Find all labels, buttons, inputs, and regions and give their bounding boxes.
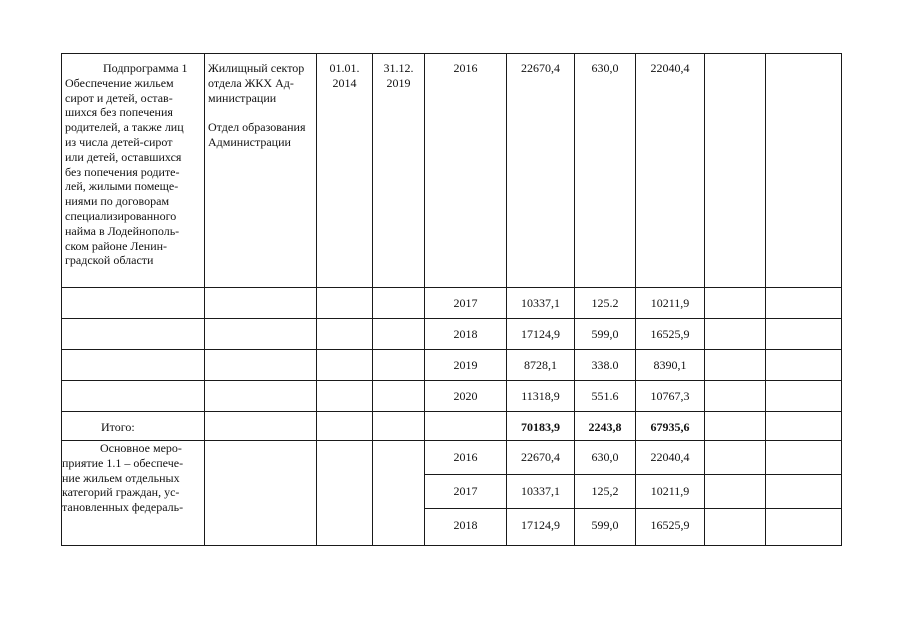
- empty-cell: [705, 54, 766, 288]
- empty-cell: [205, 412, 317, 441]
- itogo-label: Итого:: [101, 420, 135, 434]
- regional-cell: 22040,4: [636, 54, 705, 288]
- year-cell: 2016: [425, 441, 507, 475]
- year-cell: 2019: [425, 350, 507, 381]
- desc-line: сирот и детей, остав-: [65, 90, 173, 105]
- regional-cell: 8390,1: [636, 350, 705, 381]
- empty-cell: [705, 381, 766, 412]
- year-cell: 2018: [425, 319, 507, 350]
- empty-cell: [373, 350, 425, 381]
- empty-cell: [705, 441, 766, 475]
- federal-cell: 630,0: [575, 441, 636, 475]
- table-row-subprogram-2019: [62, 350, 842, 381]
- desc-line: родителей, а также лиц: [65, 120, 184, 135]
- regional-cell: 10211,9: [636, 475, 705, 509]
- federal-cell: 338.0: [575, 350, 636, 381]
- table-row-itogo: [62, 412, 842, 441]
- empty-cell: [766, 475, 842, 509]
- empty-cell: [766, 441, 842, 475]
- end-date-cell: [373, 54, 425, 288]
- executor-line: Жилищный сектор: [208, 61, 305, 75]
- desc-line: или детей, оставшихся: [65, 149, 182, 164]
- total-cell: 17124,9: [507, 319, 575, 350]
- empty-cell: [705, 509, 766, 546]
- desc-line: найма в Лодейнополь-: [65, 223, 180, 238]
- empty-cell: [205, 350, 317, 381]
- empty-cell: [705, 412, 766, 441]
- executor-line: министрации: [208, 90, 277, 105]
- desc-line: шихся без попечения: [65, 105, 173, 120]
- executor-line: отдела ЖКХ Ад-: [208, 75, 294, 90]
- subprogram-description-cell: [62, 54, 205, 288]
- empty-cell: [373, 288, 425, 319]
- itogo-total-cell: 70183,9: [507, 412, 575, 441]
- empty-cell: [705, 350, 766, 381]
- desc-line: Обеспечение жильем: [65, 75, 174, 90]
- federal-cell: 551.6: [575, 381, 636, 412]
- regional-cell: 16525,9: [636, 319, 705, 350]
- desc-line: ниями по договорам: [65, 194, 170, 209]
- empty-cell: [373, 441, 425, 546]
- year-cell: 2018: [425, 509, 507, 546]
- empty-cell: [705, 288, 766, 319]
- desc-line: без попечения родите-: [65, 164, 180, 179]
- federal-cell: 125.2: [575, 288, 636, 319]
- total-cell: 11318,9: [507, 381, 575, 412]
- executor-line: Администрации: [208, 135, 291, 150]
- federal-cell: 599,0: [575, 509, 636, 546]
- total-cell: 22670,4: [507, 54, 575, 288]
- regional-cell: 16525,9: [636, 509, 705, 546]
- empty-cell: [205, 288, 317, 319]
- measure-desc-line: категорий граждан, ус-: [62, 485, 180, 500]
- desc-line: ском районе Ленин-: [65, 238, 168, 253]
- end-date-year: 2019: [386, 75, 411, 90]
- total-cell: 17124,9: [507, 509, 575, 546]
- federal-cell: 630,0: [575, 54, 636, 288]
- empty-cell: [317, 319, 373, 350]
- itogo-regional-cell: 67935,6: [636, 412, 705, 441]
- empty-cell: [62, 350, 205, 381]
- regional-cell: 22040,4: [636, 441, 705, 475]
- measure-desc-line: тановленных федераль-: [62, 500, 184, 515]
- desc-line: градской области: [65, 253, 154, 268]
- year-cell: 2017: [425, 475, 507, 509]
- start-date-day: 01.01.: [329, 61, 360, 75]
- year-cell: 2016: [425, 54, 507, 288]
- empty-cell: [205, 319, 317, 350]
- empty-cell: [766, 288, 842, 319]
- regional-cell: 10211,9: [636, 288, 705, 319]
- federal-cell: 125,2: [575, 475, 636, 509]
- empty-cell: [317, 350, 373, 381]
- table-row-subprogram-2017: [62, 288, 842, 319]
- desc-line: Подпрограмма 1: [103, 61, 188, 75]
- itogo-label-cell: [62, 412, 205, 441]
- empty-cell: [205, 381, 317, 412]
- measure-desc-line: Основное меро-: [100, 441, 182, 455]
- desc-line: лей, жилыми помеще-: [65, 179, 179, 194]
- year-cell: 2020: [425, 381, 507, 412]
- end-date-day: 31.12.: [383, 61, 414, 75]
- empty-cell: [317, 381, 373, 412]
- table-row-subprogram-2020: [62, 381, 842, 412]
- start-date-cell: [317, 54, 373, 288]
- total-cell: 8728,1: [507, 350, 575, 381]
- empty-cell: [317, 412, 373, 441]
- table-row-subprogram-2018: [62, 319, 842, 350]
- measure-desc-line: ние жильем отдельных: [62, 470, 180, 485]
- measure-description-cell: [62, 441, 205, 546]
- total-cell: 10337,1: [507, 288, 575, 319]
- empty-cell: [373, 412, 425, 441]
- year-cell: 2017: [425, 288, 507, 319]
- table-row-subprogram-2016: [62, 54, 842, 288]
- executors-cell: [205, 54, 317, 288]
- empty-cell: [373, 381, 425, 412]
- empty-cell: [766, 54, 842, 288]
- empty-cell: [766, 319, 842, 350]
- empty-cell: [766, 381, 842, 412]
- empty-cell: [425, 412, 507, 441]
- desc-line: специализированного: [65, 208, 177, 223]
- empty-cell: [62, 319, 205, 350]
- empty-cell: [766, 412, 842, 441]
- empty-cell: [705, 475, 766, 509]
- regional-cell: 10767,3: [636, 381, 705, 412]
- executor-line: Отдел образования: [208, 120, 306, 135]
- empty-cell: [317, 288, 373, 319]
- federal-cell: 599,0: [575, 319, 636, 350]
- empty-cell: [705, 319, 766, 350]
- measure-desc-line: приятие 1.1 – обеспече-: [62, 455, 184, 470]
- desc-line: из числа детей-сирот: [65, 134, 173, 149]
- empty-cell: [62, 288, 205, 319]
- table-row-measure-2016: [62, 441, 842, 475]
- empty-cell: [373, 319, 425, 350]
- empty-cell: [62, 381, 205, 412]
- itogo-federal-cell: 2243,8: [575, 412, 636, 441]
- total-cell: 10337,1: [507, 475, 575, 509]
- empty-cell: [766, 509, 842, 546]
- empty-cell: [766, 350, 842, 381]
- start-date-year: 2014: [332, 75, 357, 90]
- total-cell: 22670,4: [507, 441, 575, 475]
- empty-cell: [317, 441, 373, 546]
- empty-cell: [205, 441, 317, 546]
- program-table: [61, 53, 842, 546]
